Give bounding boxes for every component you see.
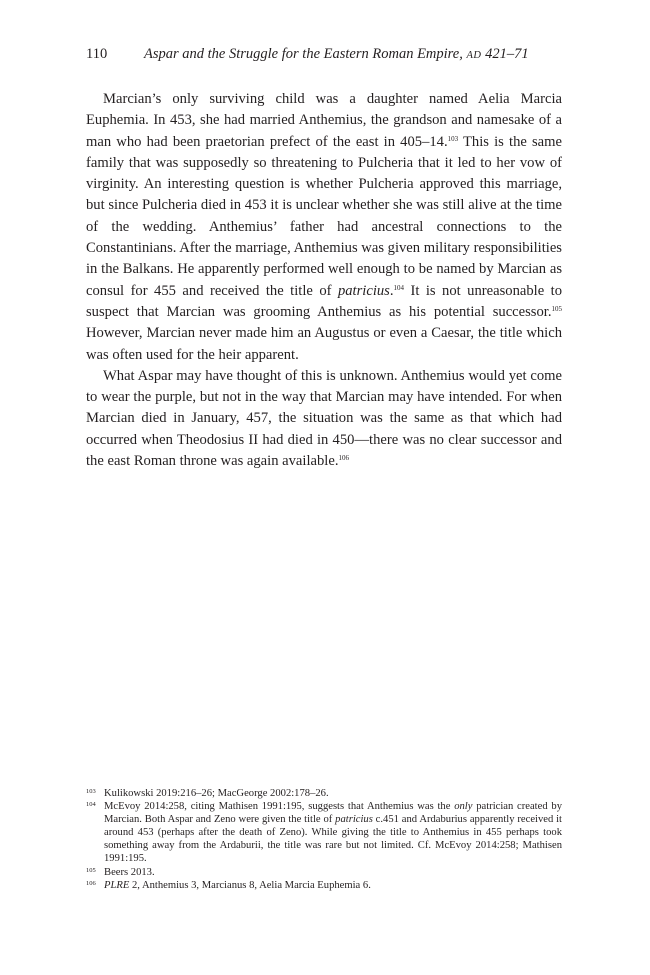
footnote-text: Beers 2013. bbox=[104, 866, 155, 878]
running-title-era: AD bbox=[466, 50, 482, 61]
footnote-text: Kulikowski 2019:216–26; MacGeorge 2002:178–26. bbox=[104, 788, 329, 799]
footnote-emphasis: PLRE bbox=[104, 879, 130, 891]
footnote-ref-103: 103 bbox=[447, 134, 459, 143]
running-title-years: 421–71 bbox=[481, 46, 529, 62]
paragraph-1-text-b: This is the same family that was supposedly so threatening to Pulcheria that it led to her vow of virginity. An interesting question is whether Pulcheria approved this marriage, but since Pulcheria died in 453 it is unclear whether she was still alive at the time of the wedding. Anthemius’ father had ancestral connections to the Constantinians. After the marriage, Anthemius was given military responsibilities in the Balkans. He apparently performed well enough to be named by Marcian as consul for 455 and received the title of bbox=[86, 133, 562, 299]
footnote-text-part: patrician created by Marcian. Both Aspar and Zeno were given the title of bbox=[104, 801, 562, 826]
footnote-text-part: McEvoy 2014:258, citing Mathisen 1991:195, suggests that Anthemius was the bbox=[104, 801, 455, 813]
running-title-main: Aspar and the Struggle for the Eastern Roman Empire, bbox=[144, 46, 467, 62]
body-text bbox=[86, 89, 562, 472]
running-title bbox=[144, 46, 529, 62]
footnote-number: 106 bbox=[86, 879, 96, 887]
paragraph-1-text-d: However, Marcian never made him an Augustus or even a Caesar, the title which was often used for the heir apparent. bbox=[86, 325, 562, 363]
footnote-103 bbox=[86, 787, 562, 800]
footnote-text bbox=[104, 879, 562, 892]
footnote-106 bbox=[86, 879, 562, 892]
footnote-emphasis: only bbox=[454, 801, 473, 813]
footnote-number: 105 bbox=[86, 866, 96, 874]
paragraph-1 bbox=[86, 89, 562, 366]
footnote-ref-105: 105 bbox=[551, 304, 562, 313]
footnote-number: 103 bbox=[86, 788, 96, 795]
footnote-text-part: c.451 and Ardaburius apparently received it around 453 (perhaps after the death of Zeno). While giving the title to Anthemius in 455 perhaps took something away from the Ardaburii, the title was rare but not limited. Cf. McEvoy 2014:258; Mathisen 1991:195. bbox=[104, 814, 562, 865]
patricius-term: patricius bbox=[337, 282, 390, 299]
paragraph-2 bbox=[86, 366, 562, 472]
page-number: 110 bbox=[86, 46, 108, 62]
footnote-number: 104 bbox=[86, 801, 96, 809]
paragraph-1-text-c: It is not unreasonable to suspect that Marcian was grooming Anthemius as his potential successor. bbox=[86, 282, 562, 320]
footnote-104 bbox=[86, 800, 562, 865]
footnote-105 bbox=[86, 866, 562, 879]
paragraph-1-period: . bbox=[389, 282, 394, 299]
footnote-emphasis: patricius bbox=[335, 814, 373, 826]
footnotes bbox=[86, 787, 562, 892]
footnote-text bbox=[104, 800, 562, 865]
footnote-ref-106: 106 bbox=[338, 454, 349, 463]
footnote-text-part: 2, Anthemius 3, Marcianus 8, Aelia Marcia Euphemia 6. bbox=[129, 879, 371, 891]
paragraph-2-text: What Aspar may have thought of this is unknown. Anthemius would yet come to wear the purple, but not in the way that Marcian may have intended. For when Marcian died in January, 457, the situation was the same as that which had occurred when Theodosius II had died in 450—there was no clear successor and the east Roman throne was again available. bbox=[86, 367, 562, 470]
running-head bbox=[86, 44, 566, 66]
footnote-ref-104: 104 bbox=[393, 283, 404, 292]
paragraph-1-text-a: Marcian’s only surviving child was a daughter named Aelia Marcia Euphemia. In 453, she had married Anthemius, the grandson and namesake of a man who had been praetorian prefect of the east in 405–14. bbox=[86, 91, 562, 150]
